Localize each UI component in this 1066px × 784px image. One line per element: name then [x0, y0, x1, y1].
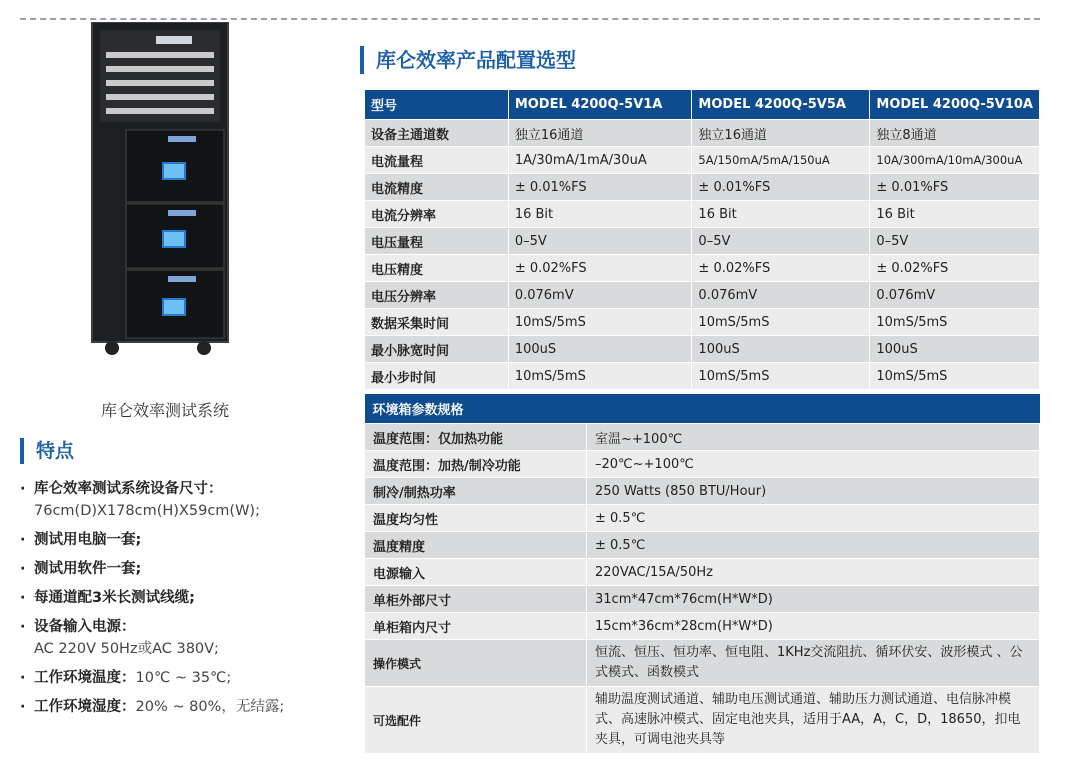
feature-item: · 设备输入电源： AC 220V 50Hz或AC 380V; — [20, 616, 340, 660]
table-row: 温度范围：仅加热功能 室温~+100℃ — [365, 424, 1040, 451]
table-row: 数据采集时间 10mS/5mS 10mS/5mS 10mS/5mS — [365, 309, 1040, 336]
table-row: 可选配件 辅助温度测试通道、辅助电压测试通道、辅助压力测试通道、电信脉冲模式、高速脉冲模式、固定电池夹具，适用于AA，A，C，D，18650，扣电夹具，可调电池夹具等 — [365, 687, 1040, 754]
table-row: 最小脉宽时间 100uS 100uS 100uS — [365, 336, 1040, 363]
table-row: 温度精度 ± 0.5℃ — [365, 532, 1040, 559]
table-row: 电压分辨率 0.076mV 0.076mV 0.076mV — [365, 282, 1040, 309]
feature-item: · 测试用软件一套; — [20, 558, 340, 580]
table-row: 单柜箱内尺寸 15cm*36cm*28cm(H*W*D) — [365, 613, 1040, 640]
header-model-1: MODEL 4200Q-5V1A — [508, 90, 692, 120]
feature-item: · 每通道配3米长测试线缆; — [20, 587, 340, 609]
table-row: 电流量程 1A/30mA/1mA/30uA 5A/150mA/5mA/150uA 10A/300mA/10mA/300uA — [365, 147, 1040, 174]
table-row: 电压精度 ± 0.02%FS ± 0.02%FS ± 0.02%FS — [365, 255, 1040, 282]
table-row: 电流分辨率 16 Bit 16 Bit 16 Bit — [365, 201, 1040, 228]
spec-table — [364, 89, 1040, 390]
table-row: 电压量程 0–5V 0–5V 0–5V — [365, 228, 1040, 255]
env-table-header — [365, 394, 1040, 424]
table-row: 制冷/制热功率 250 Watts (850 BTU/Hour) — [365, 478, 1040, 505]
feature-item: · 工作环境湿度：20% ~ 80%，无结露; — [20, 696, 340, 718]
test-cabinet-image — [86, 22, 236, 358]
table-row: 操作模式 恒流、恒压、恒功率、恒电阻、1KHz交流阻抗、循环伏安、波形模式 、公式模式、函数模式 — [365, 640, 1040, 687]
features-title: 特点 — [20, 438, 74, 464]
table-row: 温度范围：加热/制冷功能 –20℃~+100℃ — [365, 451, 1040, 478]
table-row: 单柜外部尺寸 31cm*47cm*76cm(H*W*D) — [365, 586, 1040, 613]
section-title: 库仑效率产品配置选型 — [360, 46, 576, 74]
spec-table-header — [365, 90, 1040, 120]
header-model-2: MODEL 4200Q-5V5A — [692, 90, 870, 120]
product-caption: 库仑效率测试系统 — [100, 401, 229, 420]
env-table-title: 环境箱参数规格 — [365, 394, 1040, 424]
table-row: 温度均匀性 ± 0.5℃ — [365, 505, 1040, 532]
table-row: 电流精度 ± 0.01%FS ± 0.01%FS ± 0.01%FS — [365, 174, 1040, 201]
table-row: 设备主通道数 独立16通道 独立16通道 独立8通道 — [365, 120, 1040, 147]
dashed-divider — [20, 18, 1040, 20]
feature-item: · 工作环境温度：10℃ ~ 35℃; — [20, 667, 340, 689]
header-model-label: 型号 — [365, 90, 509, 120]
header-model-3: MODEL 4200Q-5V10A — [870, 90, 1040, 120]
feature-item: · 测试用电脑一套; — [20, 529, 340, 551]
table-row: 电源输入 220VAC/15A/50Hz — [365, 559, 1040, 586]
features-list — [20, 478, 340, 725]
env-table — [364, 394, 1040, 754]
table-row: 最小步时间 10mS/5mS 10mS/5mS 10mS/5mS — [365, 363, 1040, 390]
feature-item: · 库仑效率测试系统设备尺寸： 76cm(D)X178cm(H)X59cm(W); — [20, 478, 340, 522]
